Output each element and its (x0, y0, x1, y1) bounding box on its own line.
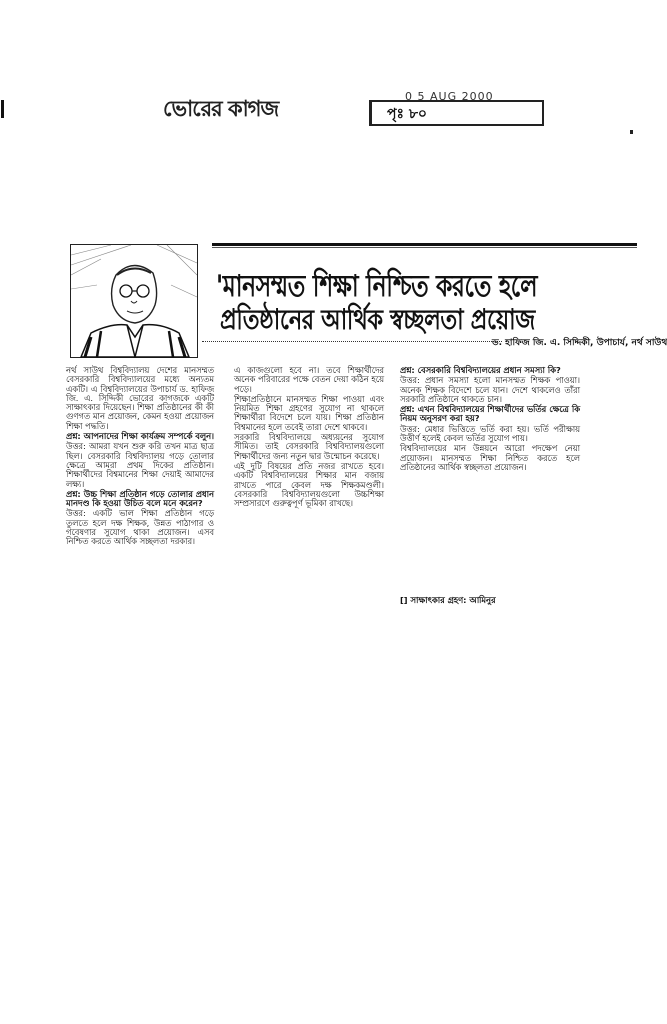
column-paragraph: বিশ্ববিদ্যালয়ের মান উন্নয়নে আরো পদক্ষেপ নেয়া প্রয়োজন। মানসম্মত শিক্ষা নিশ্চিত করতে হলে প্রতিষ্ঠানের আর্থিক স্বচ্ছলতা প্রয়োজন। (400, 443, 580, 472)
column-paragraph: উত্তর: মেধার ভিত্তিতে ভর্তি করা হয়। ভর্তি পরীক্ষায় উত্তীর্ণ হলেই কেবল ভর্তির সুযোগ পায়। (400, 423, 580, 444)
stamp-date: 0 5 AUG 2000 (405, 90, 494, 103)
column-paragraph: প্রশ্ন: আপনাদের শিক্ষা কার্যক্রম সম্পর্কে বলুন। (66, 431, 214, 442)
headline-line-2: প্রতিষ্ঠানের আর্থিক স্বচ্ছলতা প্রয়োজ (220, 303, 535, 336)
column-paragraph: প্রশ্ন: উচ্চ শিক্ষা প্রতিষ্ঠান গড়ে তোলার প্রধান মানদণ্ড কি হওয়া উচিত বলে মনে করেন? (66, 488, 214, 509)
headline-line-1: 'মানসম্মত শিক্ষা নিশ্চিত করতে হলে (216, 269, 538, 304)
article-column-2 (234, 366, 384, 618)
column-paragraph: প্রশ্ন: এখন বিশ্ববিদ্যালয়ের শিক্ষার্থীদের ভর্তির ক্ষেত্রে কি নিয়ম অনুসরণ করা হয়? (400, 404, 580, 424)
masthead-name: ভোরের কাগজ (163, 96, 279, 122)
column-paragraph: উত্তর: একটি ভাল শিক্ষা প্রতিষ্ঠান গড়ে তুলতে হলে দক্ষ শিক্ষক, উন্নত পাঠাগার ও গবেষণার সুযোগ থাকা প্রয়োজন। এসব নিশ্চিত করতে আর্থিক সচ্ছলতা দরকার। (66, 508, 214, 547)
column-paragraph: সরকারি বিশ্ববিদ্যালয়ে অধ্যয়নের সুযোগ সীমিত। তাই বেসরকারি বিশ্ববিদ্যালয়গুলো শিক্ষার্থীদের জন্য নতুন দ্বার উন্মোচন করেছে। (234, 432, 384, 461)
newspaper-article (66, 238, 667, 618)
date-stamp (365, 92, 545, 126)
headline-rule (212, 243, 637, 246)
column-paragraph: উত্তর: প্রধান সমস্যা হলো মানসম্মত শিক্ষক পাওয়া। অনেক শিক্ষক বিদেশে চলে যান। দেশে থাকলেও তাঁরা সরকারি প্রতিষ্ঠানে থাকতে চান। (400, 375, 580, 404)
column-paragraph: নর্থ সাউথ বিশ্ববিদ্যালয় দেশের মানসম্মত বেসরকারি বিশ্ববিদ্যালয়ের মধ্যে অন্যতম একটি। এ বিশ্ববিদ্যালয়ের উপাচার্য ড. হাফিজ জি. এ. সিদ্দিকী ভোরের কাগজকে একটি সাক্ষাৎকার দিয়েছেন। শিক্ষা প্রতিষ্ঠানের কী কী গুণগত মান প্রয়োজন, কেমন হওয়া প্রয়োজন শিক্ষা পদ্ধতি। (66, 365, 214, 431)
scan-speck (630, 130, 633, 134)
scan-edge-mark (1, 100, 4, 118)
headline-rule-thin (212, 247, 637, 248)
newspaper-masthead (160, 90, 310, 126)
byline: ড. হাফিজ জি. এ. সিদ্দিকী, উপাচার্য, নর্থ সাউথ (492, 338, 667, 348)
column-paragraph: এ কাজগুলো হবে না। তবে শিক্ষার্থীদের অনেক পরিবারের পক্ষে বেতন দেয়া কঠিন হয়ে পড়ে। (234, 365, 384, 394)
column-paragraph: উত্তর: আমরা যখন শুরু করি তখন মাত্র ছাত্র ছিল। বেসরকারি বিশ্ববিদ্যালয় গড়ে তোলার ক্ষেত্রে আমরা প্রথম দিকের প্রতিষ্ঠান। শিক্ষার্থীদের বিশ্বমানের শিক্ষা দেয়াই আমাদের লক্ষ্য। (66, 441, 214, 489)
column-paragraph: শিক্ষাপ্রতিষ্ঠানে মানসম্মত শিক্ষা পাওয়া এবং নিয়মিত শিক্ষা গ্রহণের সুযোগ না থাকলে শিক্ষার্থীরা বিদেশে চলে যায়। শিক্ষা প্রতিষ্ঠান বিশ্বমানের হলে তবেই তারা দেশে থাকবে। (234, 393, 384, 432)
column-paragraph: এই দুটি বিষয়ের প্রতি নজর রাখতে হবে। একটি বিশ্ববিদ্যালয়ের শিক্ষার মান বজায় রাখতে পারে কেবল দক্ষ শিক্ষকমণ্ডলী। বেসরকারি বিশ্ববিদ্যালয়গুলো উচ্চশিক্ষা সম্প্রসারণে গুরুত্বপূর্ণ ভূমিকা রাখছে। (234, 460, 384, 509)
article-column-1 (66, 366, 214, 616)
column-paragraph: প্রশ্ন: বেসরকারি বিশ্ববিদ্যালয়ের প্রধান সমস্যা কি? (400, 365, 561, 375)
author-photo (70, 244, 198, 358)
stamp-page-number: পৃঃ ৮০ (387, 106, 428, 122)
article-column-3 (400, 366, 580, 598)
byline-leader (202, 341, 502, 342)
interviewer-credit: [] সাক্ষাৎকার গ্রহণ: আমিনুর (400, 595, 496, 605)
